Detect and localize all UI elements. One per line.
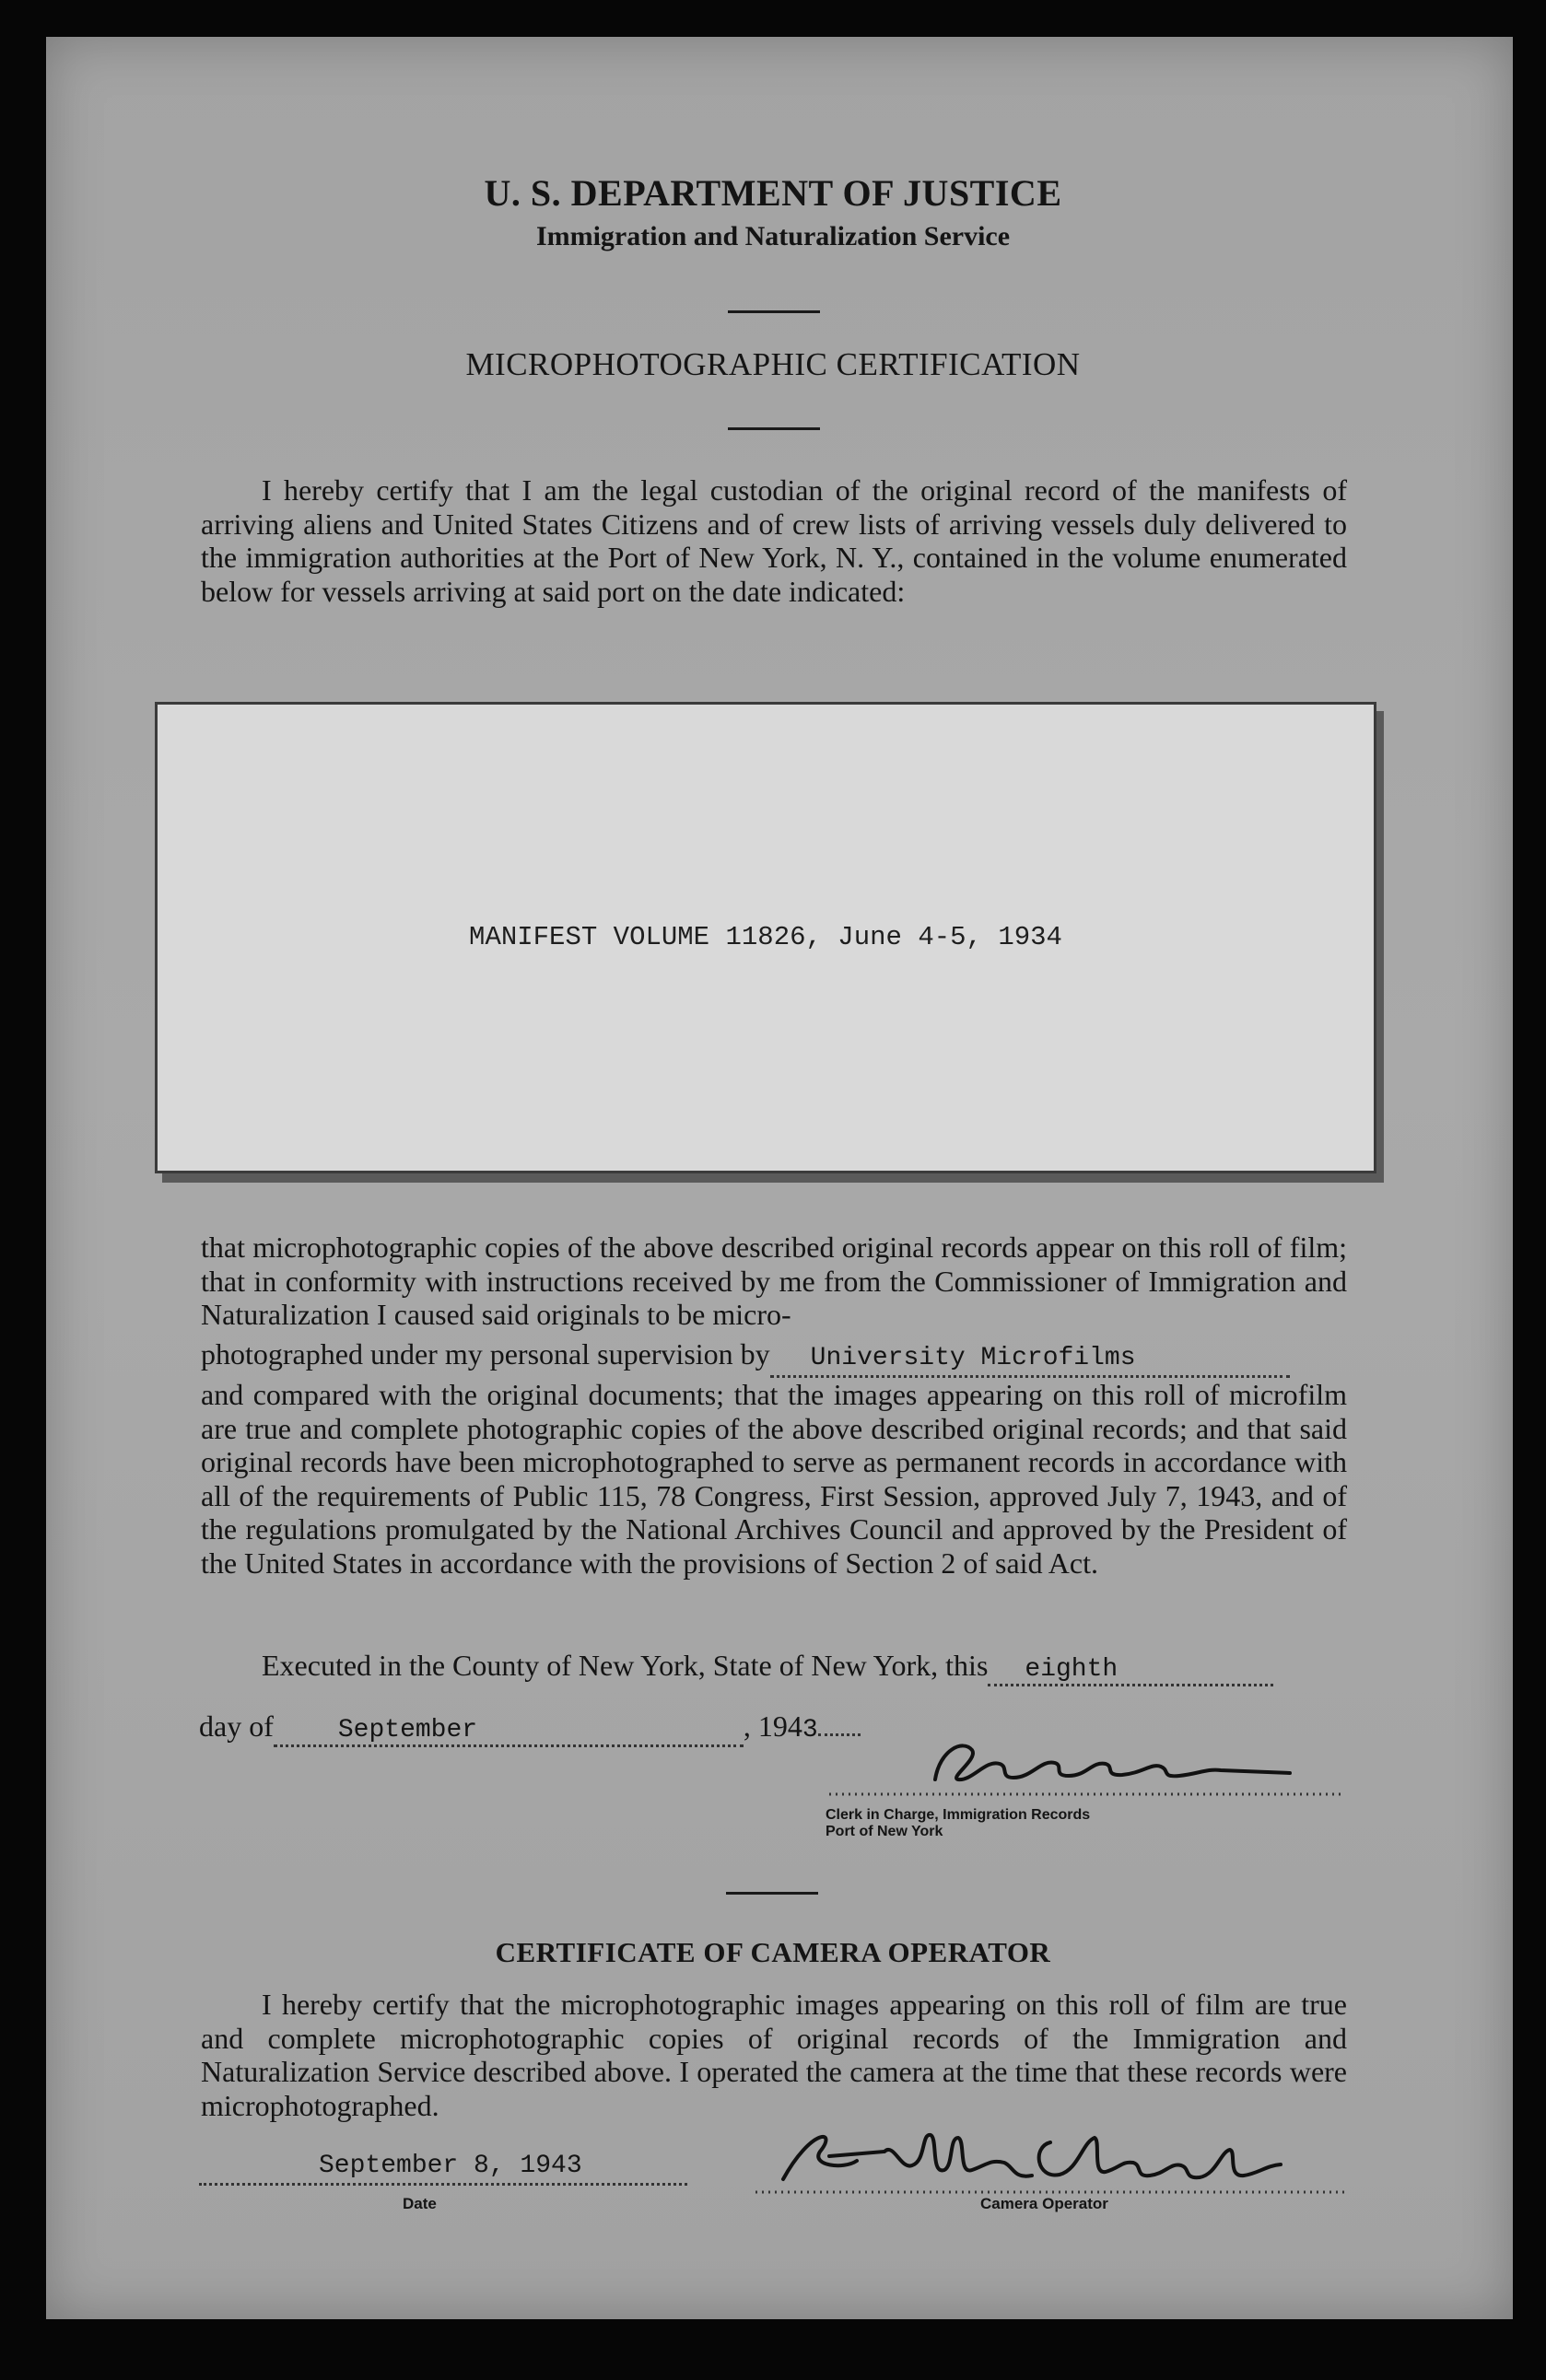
supervision-line: [201, 1337, 1347, 1379]
supervision-prefix: photographed under my personal supervision by: [201, 1336, 770, 1371]
divider: [728, 427, 820, 430]
department-heading: U. S. DEPARTMENT OF JUSTICE: [484, 172, 1062, 214]
execution-line: [262, 1649, 1273, 1686]
day-field: [988, 1655, 1273, 1686]
month-field: [274, 1716, 744, 1747]
intro-paragraph: [201, 473, 1347, 608]
operator-certificate-title: CERTIFICATE OF CAMERA OPERATOR: [495, 1936, 1051, 1968]
intro-text: I hereby certify that I am the legal custodian of the original record of the manifests of arriving aliens and United States Citizens and of crew lists of arriving vessels duly delivered to the immigration authorities at the Port of New York, N. Y., contained in the volume enumerated below for vessels arriving at said port on the date indicated:: [201, 473, 1347, 608]
volume-label: MANIFEST VOLUME 11826, June 4-5, 1934: [469, 922, 1062, 952]
certification-body: [201, 1231, 1347, 1580]
certification-title: MICROPHOTOGRAPHIC CERTIFICATION: [465, 346, 1081, 382]
day-of-label: day of: [199, 1709, 274, 1743]
divider: [726, 1892, 818, 1895]
operator-date-field: [199, 2152, 687, 2186]
supervisor-value: University Microfilms: [810, 1343, 1136, 1372]
service-subheading: Immigration and Naturalization Service: [535, 221, 1011, 251]
clerk-signature: [811, 1722, 1364, 1796]
clerk-title-line2: Port of New York: [826, 1824, 943, 1839]
operator-signature: [755, 2124, 1345, 2194]
operator-date-value: September 8, 1943: [199, 2152, 687, 2186]
divider: [728, 310, 820, 313]
supervisor-field: [770, 1342, 1290, 1379]
operator-paragraph: [201, 1988, 1347, 2122]
date-line: [199, 1709, 861, 1747]
execution-prefix: Executed in the County of New York, State of New York, this: [262, 1649, 989, 1682]
body-part1: that microphotographic copies of the above described original records appear on this roll of film; that in conformity with instructions received by me from the Commissioner of Immigration and Naturalization I caused said originals to be micro-: [201, 1231, 1347, 1331]
operator-text: I hereby certify that the microphotographic images appearing on this roll of film are true and complete microphotographic copies of original records of the Immigration and Naturalization Service described above. I operated the camera at the time that these records were microphotographed.: [201, 1988, 1347, 2122]
year-digit: 3: [802, 1716, 818, 1744]
clerk-title-line1: Clerk in Charge, Immigration Records: [826, 1807, 1091, 1823]
month-value: September: [337, 1716, 478, 1744]
camera-operator-label: Camera Operator: [980, 2195, 1108, 2212]
clerk-title: [826, 1807, 1090, 1840]
day-value: eighth: [1025, 1655, 1119, 1684]
volume-panel: [155, 702, 1376, 1173]
year-prefix: , 194: [743, 1709, 802, 1743]
body-part2: and compared with the original documents; that the images appearing on this roll of microfilm are true and complete photographic copies of the above described original records; and that said original records have been microphotographed to serve as permanent records in accordance with all of the requirements of Public 115, 78 Congress, First Session, approved July 7, 1943, and of the regulations promulgated by the National Archives Council and approved by the President of the United States in accordance with the provisions of Section 2 of said Act.: [201, 1378, 1347, 1580]
date-label: Date: [403, 2195, 437, 2212]
